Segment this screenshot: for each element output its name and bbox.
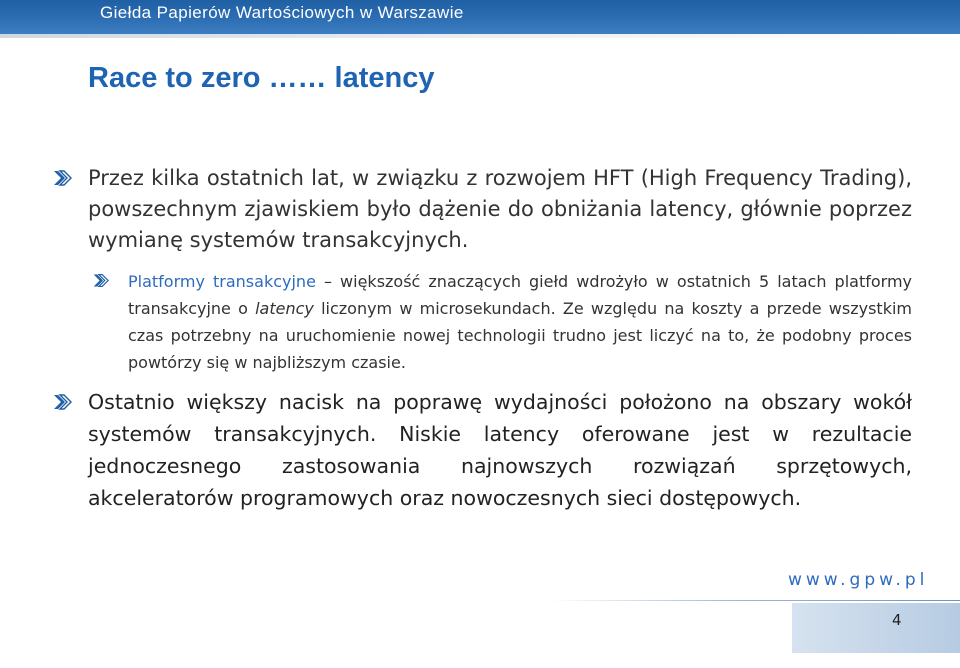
page-number: 4 (892, 611, 902, 629)
latency-term: latency (255, 299, 314, 318)
organization-name: Giełda Papierów Wartościowych w Warszawie (100, 3, 464, 22)
header-band (0, 0, 960, 34)
ribbon-bullet-icon (52, 392, 72, 412)
header-divider (0, 34, 960, 38)
slide-title: Race to zero …… latency (88, 62, 435, 94)
footer-url: www.gpw.pl (788, 570, 929, 590)
ribbon-bullet-icon (92, 272, 109, 289)
platform-highlight: Platformy transakcyjne (128, 272, 316, 291)
page-number-box (792, 603, 960, 653)
footer-divider (550, 600, 960, 601)
ribbon-bullet-icon (52, 168, 72, 188)
sub-bullet-paragraph-platforms (128, 268, 912, 376)
bullet-paragraph-hft: Przez kilka ostatnich lat, w związku z rozwojem HFT (High Frequency Trading), powszechnym zjawiskiem było dążenie do obniżania latency, głównie poprzez wymianę systemów transakcyjnych. (88, 166, 912, 252)
bullet-paragraph-infrastructure: Ostatnio większy nacisk na poprawę wydajności położono na obszary wokół systemów transakcyjnych. Niskie latency oferowane jest w rezultacie jednoczesnego zastosowania najnowszych rozwiązań sprzętowych, akceleratorów programowych oraz nowoczesnych sieci dostępowych. (88, 390, 912, 510)
sub-bullet-text-2: liczonym w microsekundach. Ze względu na koszty a przede wszystkim czas potrzebny na uruchomienie nowej technologii trudno jest liczyć na to, że podobny proces powtórzy się w najbliższym czasie. (128, 299, 912, 372)
sub-bullet-text-1: – większość znaczących giełd wdrożyło w ostatnich 5 latach platformy transakcyjne o (128, 272, 913, 318)
